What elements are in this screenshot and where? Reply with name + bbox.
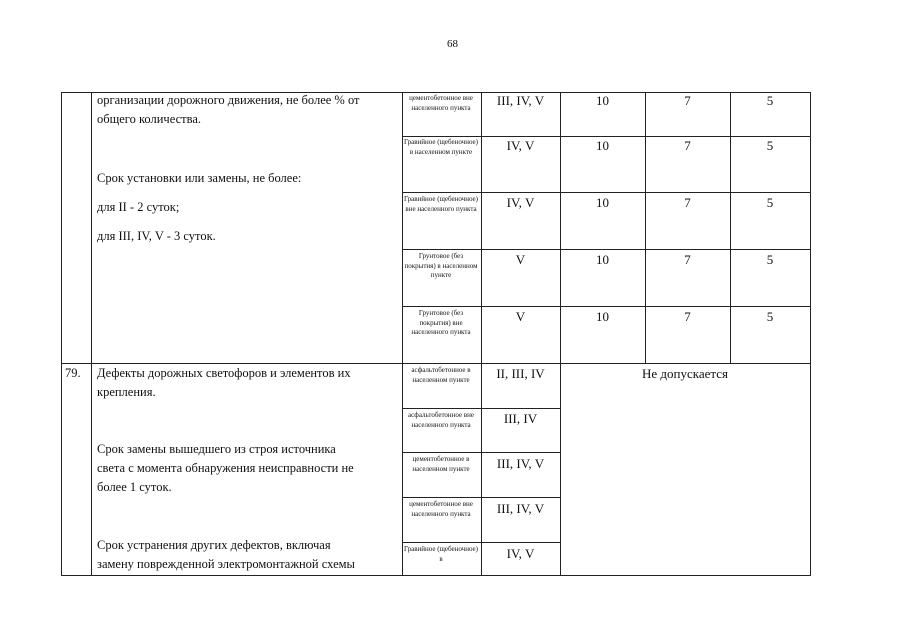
description-line: Дефекты дорожных светофоров и элементов их	[97, 366, 351, 380]
value-cell: 10	[596, 309, 609, 324]
row-divider	[402, 249, 811, 250]
row-divider	[402, 192, 811, 193]
col-border-left	[61, 92, 62, 576]
value-cell: 7	[684, 138, 691, 153]
value-cell: 7	[684, 195, 691, 210]
road-type: Гравийное (щебеночное) вне населенного пункта	[404, 195, 478, 213]
note-line: для III, IV, V - 3 суток.	[97, 229, 216, 243]
road-category: V	[515, 309, 526, 324]
value-cell: 10	[596, 195, 609, 210]
road-category: IV, V	[506, 138, 535, 153]
note-line: более 1 суток.	[97, 480, 172, 494]
road-category: II, III, IV	[496, 366, 545, 381]
table-border-bottom	[61, 575, 811, 576]
value-cell: 7	[684, 93, 691, 108]
road-type: цементобетонное вне населенного пункта	[409, 94, 473, 112]
description-line: общего количества.	[97, 112, 201, 126]
note-line: замену поврежденной электромонтажной схемы	[97, 557, 355, 571]
col-divider-num	[91, 92, 92, 576]
col-divider-cat	[560, 92, 561, 576]
description-line: организации дорожного движения, не более % от	[97, 93, 360, 107]
note-line: света с момента обнаружения неисправности не	[97, 461, 354, 475]
note-line: Срок установки или замены, не более:	[97, 171, 302, 185]
value-cell: 5	[766, 195, 774, 210]
road-type: Грунтовое (без покрытия) вне населенного пункта	[411, 309, 471, 337]
note-line: Срок устранения других дефектов, включая	[97, 538, 331, 552]
page-number: 68	[447, 38, 458, 50]
value-cell: 7	[684, 309, 691, 324]
road-type: Гравийное (щебеночное) в	[404, 545, 478, 563]
road-category: IV, V	[506, 546, 535, 561]
value-cell: 10	[596, 252, 609, 267]
description-line: крепления.	[97, 385, 156, 399]
note-line: для II - 2 суток;	[97, 200, 180, 214]
value-cell: 5	[766, 93, 774, 108]
row-divider	[402, 136, 811, 137]
col-border-right	[810, 92, 811, 576]
row-number: 79.	[65, 366, 81, 380]
road-category: III, IV, V	[496, 456, 545, 471]
value-cell: 7	[684, 252, 691, 267]
road-category: III, IV, V	[496, 93, 545, 108]
road-type: асфальтобетонное вне населенного пункта	[407, 411, 475, 429]
road-type: Гравийное (щебеночное) в населенном пункте	[404, 138, 478, 156]
road-category: V	[515, 252, 526, 267]
road-type: цементобетонное в населенном пункте	[412, 455, 470, 473]
value-cell: 10	[596, 138, 609, 153]
road-category: III, IV	[503, 411, 538, 426]
row-divider	[402, 306, 811, 307]
road-type: асфальтобетонное в населенном пункте	[411, 366, 471, 384]
value-cell: 5	[766, 138, 774, 153]
value-cell: 5	[766, 309, 774, 324]
value-cell: 5	[766, 252, 774, 267]
col-divider-desc	[402, 92, 403, 576]
road-type: цементобетонное вне населенного пункта	[409, 500, 473, 518]
value-cell: 10	[596, 93, 609, 108]
road-type: Грунтовое (без покрытия) в населенном пункте	[404, 252, 478, 280]
road-category: IV, V	[506, 195, 535, 210]
merged-value-cell: Не допускается	[642, 366, 728, 381]
note-line: Срок замены вышедшего из строя источника	[97, 442, 336, 456]
road-category: III, IV, V	[496, 501, 545, 516]
